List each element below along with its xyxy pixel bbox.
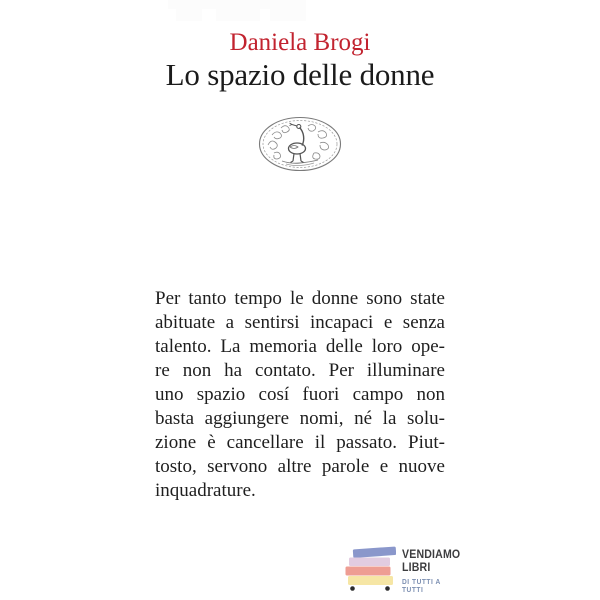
blurb-line: basta aggiungere nomi, né la solu- [155,408,445,429]
blurb-line: talento. La memoria delle loro ope- [155,336,445,357]
blurb-line: inquadrature. [155,480,256,501]
blurb-line: re non ha contato. Per illuminare [155,360,445,381]
artifact-block [270,9,306,21]
book-cart-icon [344,546,396,592]
vendor-logo [344,546,470,594]
back-cover-blurb [155,287,445,503]
top-scan-artifact [168,0,306,22]
blurb-line: tosto, servono altre parole e nuove [155,456,445,477]
ostrich-emblem-icon [256,115,344,173]
vendor-name-line2: LIBRI [402,560,431,574]
author-name: Daniela Brogi [229,29,371,56]
vendor-name-line1: VENDIAMO [402,547,461,561]
blurb-line: Per tanto tempo le donne sono state [155,288,445,309]
blurb-line: abituate a sentirsi incapaci e senza [155,312,445,333]
vendor-tagline: DI TUTTI A TUTTI [402,577,441,594]
blurb-line: zione è cancellare il passato. Piut- [155,432,445,453]
vendor-text [402,546,462,594]
blurb-line: uno spazio cosí fuori campo non [155,384,445,405]
artifact-block [168,0,306,9]
book-title: Lo spazio delle donne [165,57,435,92]
artifact-block [216,9,260,21]
artifact-block [176,9,202,21]
